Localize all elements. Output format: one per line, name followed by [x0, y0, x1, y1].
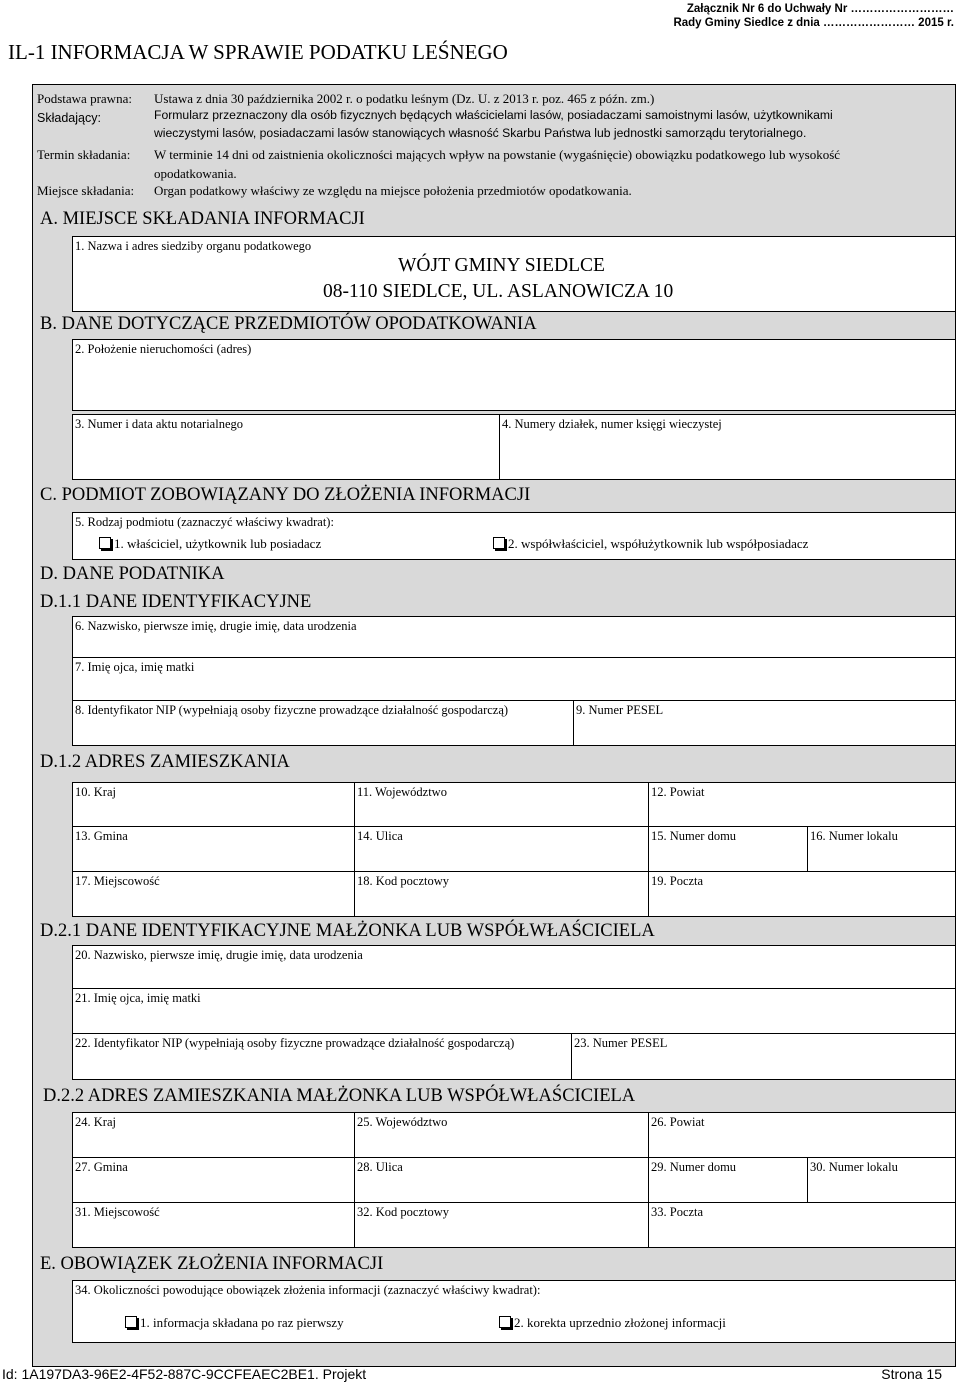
field-26-label: 26. Powiat [651, 1115, 705, 1129]
checkbox-icon[interactable] [493, 537, 505, 549]
field-21-box[interactable] [72, 988, 956, 1034]
field-5-label: 5. Rodzaj podmiotu (zaznaczyć właściwy kwadrat): [75, 515, 334, 529]
field-3-label: 3. Numer i data aktu notarialnego [75, 417, 243, 431]
option-co-owner-label: 2. współwłaściciel, współużytkownik lub współposiadacz [508, 536, 809, 551]
field-2-box[interactable] [72, 339, 956, 411]
section-d22-title: D.2.2 ADRES ZAMIESZKANIA MAŁŻONKA LUB WSPÓŁWŁAŚCICIELA [43, 1086, 636, 1106]
section-d12-title: D.1.2 ADRES ZAMIESZKANIA [40, 752, 290, 772]
place-text: Organ podatkowy właściwy ze względu na miejsce położenia przedmiotów opodatkowania. [154, 183, 632, 198]
section-c-title: C. PODMIOT ZOBOWIĄZANY DO ZŁOŻENIA INFORMACJI [40, 485, 531, 505]
deadline-text-2: opodatkowania. [154, 166, 237, 181]
field-19-box[interactable] [648, 871, 956, 917]
field-28-label: 28. Ulica [357, 1160, 403, 1174]
field-25-label: 25. Województwo [357, 1115, 448, 1129]
section-d21-title: D.2.1 DANE IDENTYFIKACYJNE MAŁŻONKA LUB WSPÓŁWŁAŚCICIELA [40, 921, 655, 941]
submitter-text-2: wieczystymi lasów, posiadaczami lasów stanowiących własność Skarbu Państwa lub jednostki samorządu terytorialnego. [154, 126, 807, 140]
field-7-box[interactable] [72, 657, 956, 701]
field-22-box[interactable] [72, 1033, 572, 1080]
field-29-label: 29. Numer domu [651, 1160, 737, 1174]
field-33-label: 33. Poczta [651, 1205, 704, 1219]
field-20-label: 20. Nazwisko, pierwsze imię, drugie imię, data urodzenia [75, 948, 363, 962]
option-first-time[interactable] [125, 1315, 344, 1331]
field-23-box[interactable] [571, 1033, 956, 1080]
section-d-title: D. DANE PODATNIKA [40, 564, 225, 584]
field-10-label: 10. Kraj [75, 785, 116, 799]
field-27-box[interactable] [72, 1157, 355, 1203]
section-b-title: B. DANE DOTYCZĄCE PRZEDMIOTÓW OPODATKOWANIA [40, 314, 537, 334]
attachment-line-1: Załącznik Nr 6 do Uchwały Nr ……………………… [686, 3, 954, 15]
field-18-label: 18. Kod pocztowy [357, 874, 449, 888]
checkbox-icon[interactable] [499, 1316, 511, 1328]
field-13-box[interactable] [72, 826, 355, 872]
field-24-box[interactable] [72, 1112, 355, 1158]
field-31-label: 31. Miejscowość [75, 1205, 160, 1219]
field-9-label: 9. Numer PESEL [576, 703, 664, 717]
submitter-label: Składający: [37, 111, 101, 125]
field-1-box [72, 236, 956, 312]
field-12-label: 12. Powiat [651, 785, 705, 799]
office-address: 08-110 SIEDLCE, UL. ASLANOWICZA 10 [323, 281, 674, 302]
field-14-label: 14. Ulica [357, 829, 403, 843]
field-21-label: 21. Imię ojca, imię matki [75, 991, 201, 1005]
field-17-box[interactable] [72, 871, 355, 917]
field-1-label: 1. Nazwa i adres siedziby organu podatkowego [75, 239, 312, 253]
field-32-label: 32. Kod pocztowy [357, 1205, 449, 1219]
field-28-box[interactable] [354, 1157, 649, 1203]
deadline-text-1: W terminie 14 dni od zaistnienia okoliczności mających wpływ na powstanie (wygaśnięcie) obowiązku podatkowego lub wysokość [154, 147, 841, 162]
field-20-box[interactable] [72, 945, 956, 989]
field-8-box[interactable] [72, 700, 574, 746]
field-24-label: 24. Kraj [75, 1115, 116, 1129]
field-7-label: 7. Imię ojca, imię matki [75, 660, 195, 674]
submitter-text-1: Formularz przeznaczony dla osób fizycznych będących właścicielami lasów, posiadaczami samoistnymi lasów, użytkownikami [154, 108, 833, 122]
field-6-label: 6. Nazwisko, pierwsze imię, drugie imię, data urodzenia [75, 619, 357, 633]
field-18-box[interactable] [354, 871, 649, 917]
page-number: Strona 15 [881, 1366, 942, 1382]
field-32-box[interactable] [354, 1202, 649, 1248]
field-11-label: 11. Województwo [357, 785, 447, 799]
field-30-box[interactable] [807, 1157, 956, 1203]
field-16-label: 16. Numer lokalu [810, 829, 898, 843]
field-15-label: 15. Numer domu [651, 829, 737, 843]
field-4-box[interactable] [499, 414, 956, 480]
field-22-label: 22. Identyfikator NIP (wypełniają osoby fizyczne prowadzące działalność gospodarczą) [75, 1036, 515, 1050]
checkbox-icon[interactable] [99, 537, 111, 549]
field-34-box [72, 1280, 956, 1343]
field-33-box[interactable] [648, 1202, 956, 1248]
field-26-box[interactable] [648, 1112, 956, 1158]
field-19-label: 19. Poczta [651, 874, 704, 888]
field-11-box[interactable] [354, 782, 649, 827]
attachment-note [673, 2, 954, 30]
field-31-box[interactable] [72, 1202, 355, 1248]
attachment-line-2: Rady Gminy Siedlce z dnia …………………… 2015 r. [673, 17, 954, 29]
field-14-box[interactable] [354, 826, 649, 872]
basis-label: Podstawa prawna: [37, 91, 132, 106]
field-23-label: 23. Numer PESEL [574, 1036, 668, 1050]
section-e-title: E. OBOWIĄZEK ZŁOŻENIA INFORMACJI [40, 1254, 384, 1274]
option-co-owner[interactable] [493, 536, 808, 552]
basis-text: Ustawa z dnia 30 października 2002 r. o podatku leśnym (Dz. U. z 2013 r. poz. 465 z późn. zm.) [154, 91, 655, 106]
field-16-box[interactable] [807, 826, 956, 872]
deadline-label: Termin składania: [37, 147, 131, 162]
field-34-label: 34. Okoliczności powodujące obowiązek złożenia informacji (zaznaczyć właściwy kwadrat): [75, 1283, 541, 1297]
field-4-label: 4. Numery działek, numer księgi wieczystej [502, 417, 722, 431]
office-name: WÓJT GMINY SIEDLCE [398, 255, 605, 276]
option-owner-label: 1. właściciel, użytkownik lub posiadacz [114, 536, 322, 551]
field-29-box[interactable] [648, 1157, 808, 1203]
option-correction-label: 2. korekta uprzednio złożonej informacji [514, 1315, 726, 1330]
field-17-label: 17. Miejscowość [75, 874, 160, 888]
field-3-box[interactable] [72, 414, 500, 480]
option-owner[interactable] [99, 536, 321, 552]
section-a-title: A. MIEJSCE SKŁADANIA INFORMACJI [40, 209, 365, 229]
field-9-box[interactable] [573, 700, 956, 746]
field-8-label: 8. Identyfikator NIP (wypełniają osoby fizyczne prowadzące działalność gospodarczą) [75, 703, 509, 717]
field-13-label: 13. Gmina [75, 829, 128, 843]
field-5-box [72, 512, 956, 560]
field-30-label: 30. Numer lokalu [810, 1160, 898, 1174]
field-6-box[interactable] [72, 616, 956, 658]
checkbox-icon[interactable] [125, 1316, 137, 1328]
field-15-box[interactable] [648, 826, 808, 872]
section-d11-title: D.1.1 DANE IDENTYFIKACYJNE [40, 592, 312, 612]
field-25-box[interactable] [354, 1112, 649, 1158]
place-label: Miejsce składania: [37, 183, 135, 198]
option-correction[interactable] [499, 1315, 726, 1331]
option-first-time-label: 1. informacja składana po raz pierwszy [140, 1315, 344, 1330]
field-10-box[interactable] [72, 782, 355, 827]
form-title: IL-1 INFORMACJA W SPRAWIE PODATKU LEŚNEGO [8, 40, 508, 64]
field-27-label: 27. Gmina [75, 1160, 128, 1174]
document-id: Id: 1A197DA3-96E2-4F52-887C-9CCFEAEC2BE1. Projekt [2, 1366, 367, 1382]
field-2-label: 2. Położenie nieruchomości (adres) [75, 342, 252, 356]
field-12-box[interactable] [648, 782, 956, 827]
